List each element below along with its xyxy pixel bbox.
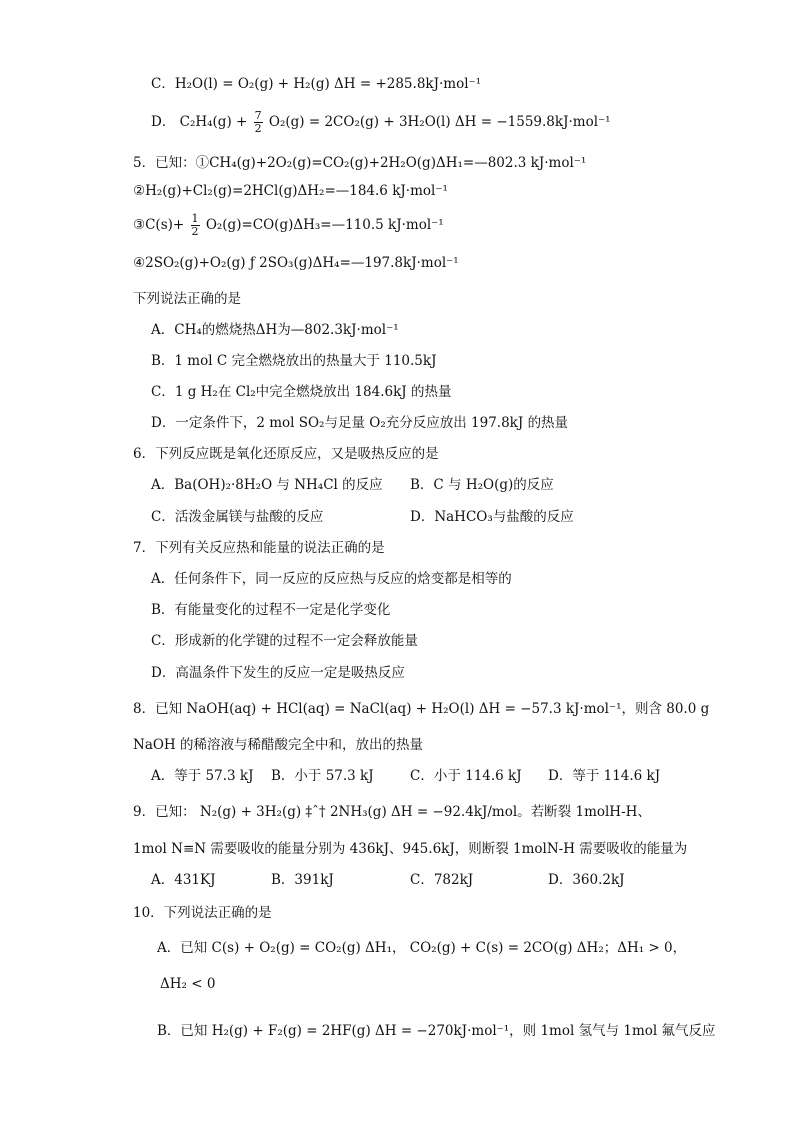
q10-option-a-line2: ΔH₂ < 0 — [160, 976, 216, 992]
q8-option-b: B．小于 57.3 kJ — [271, 768, 374, 784]
q6-option-b: B．C 与 H₂O(g)的反应 — [410, 477, 554, 493]
q7-option-b: B．有能量变化的过程不一定是化学变化 — [151, 602, 391, 618]
q8-option-a: A．等于 57.3 kJ — [151, 768, 254, 784]
q5-eq4: ④2SO₂(g)+O₂(g) ƒ 2SO₃(g)ΔH₄=—197.8kJ·mol⁻¹ — [133, 255, 459, 271]
q5-option-a: A．CH₄的燃烧热ΔH为—802.3kJ·mol⁻¹ — [151, 322, 399, 338]
q6-option-c: C．活泼金属镁与盐酸的反应 — [151, 509, 324, 525]
q8-option-c: C．小于 114.6 kJ — [410, 768, 522, 784]
q4-fraction-num: 7 — [254, 109, 262, 122]
q4-option-d-post: O₂(g) = 2CO₂(g) + 3H₂O(l) ΔH = −1559.8kJ·mol⁻¹ — [268, 114, 611, 130]
q5-fraction-den: 2 — [191, 225, 199, 238]
q9-option-c: C．782kJ — [410, 872, 474, 888]
q7-option-d: D．高温条件下发生的反应一定是吸热反应 — [151, 665, 405, 681]
q4-option-d — [151, 110, 611, 135]
q7-option-c: C．形成新的化学键的过程不一定会释放能量 — [151, 633, 418, 649]
q4-option-c: C．H₂O(l) = O₂(g) + H₂(g) ΔH = +285.8kJ·mol⁻¹ — [151, 76, 482, 92]
q8-option-d: D．等于 114.6 kJ — [548, 768, 661, 784]
q9-stem-line2: 1mol N≡N 需要吸收的能量分别为 436kJ、945.6kJ，则断裂 1molN-H 需要吸收的能量为 — [133, 841, 688, 857]
q9-stem-line1: 9．已知： N₂(g) + 3H₂(g) ‡ˆ† 2NH₃(g) ΔH = −92.4kJ/mol。若断裂 1molH-H、 — [133, 804, 651, 820]
q5-fraction-num: 1 — [191, 212, 199, 225]
q5-option-d: D．一定条件下，2 mol SO₂与足量 O₂充分反应放出 197.8kJ 的热量 — [151, 415, 569, 431]
q5-option-c: C．1 g H₂在 Cl₂中完全燃烧放出 184.6kJ 的热量 — [151, 384, 452, 400]
q8-stem-line1: 8．已知 NaOH(aq) + HCl(aq) = NaCl(aq) + H₂O(l) ΔH = −57.3 kJ·mol⁻¹，则含 80.0 g — [133, 701, 710, 717]
q5-eq3-pre: ③C(s)+ — [133, 217, 185, 233]
q4-fraction-den: 2 — [254, 122, 262, 135]
q8-stem-line2: NaOH 的稀溶液与稀醋酸完全中和，放出的热量 — [133, 737, 423, 753]
q7-stem: 7．下列有关反应热和能量的说法正确的是 — [133, 540, 385, 556]
q5-fraction — [191, 213, 200, 238]
q9-option-d: D．360.2kJ — [548, 872, 625, 888]
q6-option-d: D．NaHCO₃与盐酸的反应 — [410, 509, 574, 525]
q5-eq3-post: O₂(g)=CO(g)ΔH₃=—110.5 kJ·mol⁻¹ — [205, 217, 444, 233]
q5-ask: 下列说法正确的是 — [133, 291, 241, 307]
q10-stem: 10．下列说法正确的是 — [133, 905, 272, 921]
q4-option-d-pre: D． C₂H₄(g) + — [151, 114, 248, 130]
q10-option-a-line1: A．已知 C(s) + O₂(g) = CO₂(g) ΔH₁， CO₂(g) + C(s) = 2CO(g) ΔH₂；ΔH₁ > 0， — [157, 940, 687, 956]
q5-stem: 5．已知：①CH₄(g)+2O₂(g)=CO₂(g)+2H₂O(g)ΔH₁=—802.3 kJ·mol⁻¹ — [133, 155, 587, 171]
q6-option-a: A．Ba(OH)₂·8H₂O 与 NH₄Cl 的反应 — [151, 477, 383, 493]
q10-option-b-line1: B．已知 H₂(g) + F₂(g) = 2HF(g) ΔH = −270kJ·mol⁻¹，则 1mol 氢气与 1mol 氟气反应 — [157, 1023, 716, 1039]
q4-fraction — [254, 110, 263, 135]
q5-eq3 — [133, 213, 444, 238]
q6-stem: 6．下列反应既是氧化还原反应，又是吸热反应的是 — [133, 446, 439, 462]
q5-option-b: B．1 mol C 完全燃烧放出的热量大于 110.5kJ — [151, 353, 437, 369]
q5-eq2: ②H₂(g)+Cl₂(g)=2HCl(g)ΔH₂=—184.6 kJ·mol⁻¹ — [133, 183, 448, 199]
q9-option-b: B．391kJ — [271, 872, 334, 888]
q7-option-a: A．任何条件下，同一反应的反应热与反应的焓变都是相等的 — [151, 571, 512, 587]
q9-option-a: A．431KJ — [151, 872, 216, 888]
